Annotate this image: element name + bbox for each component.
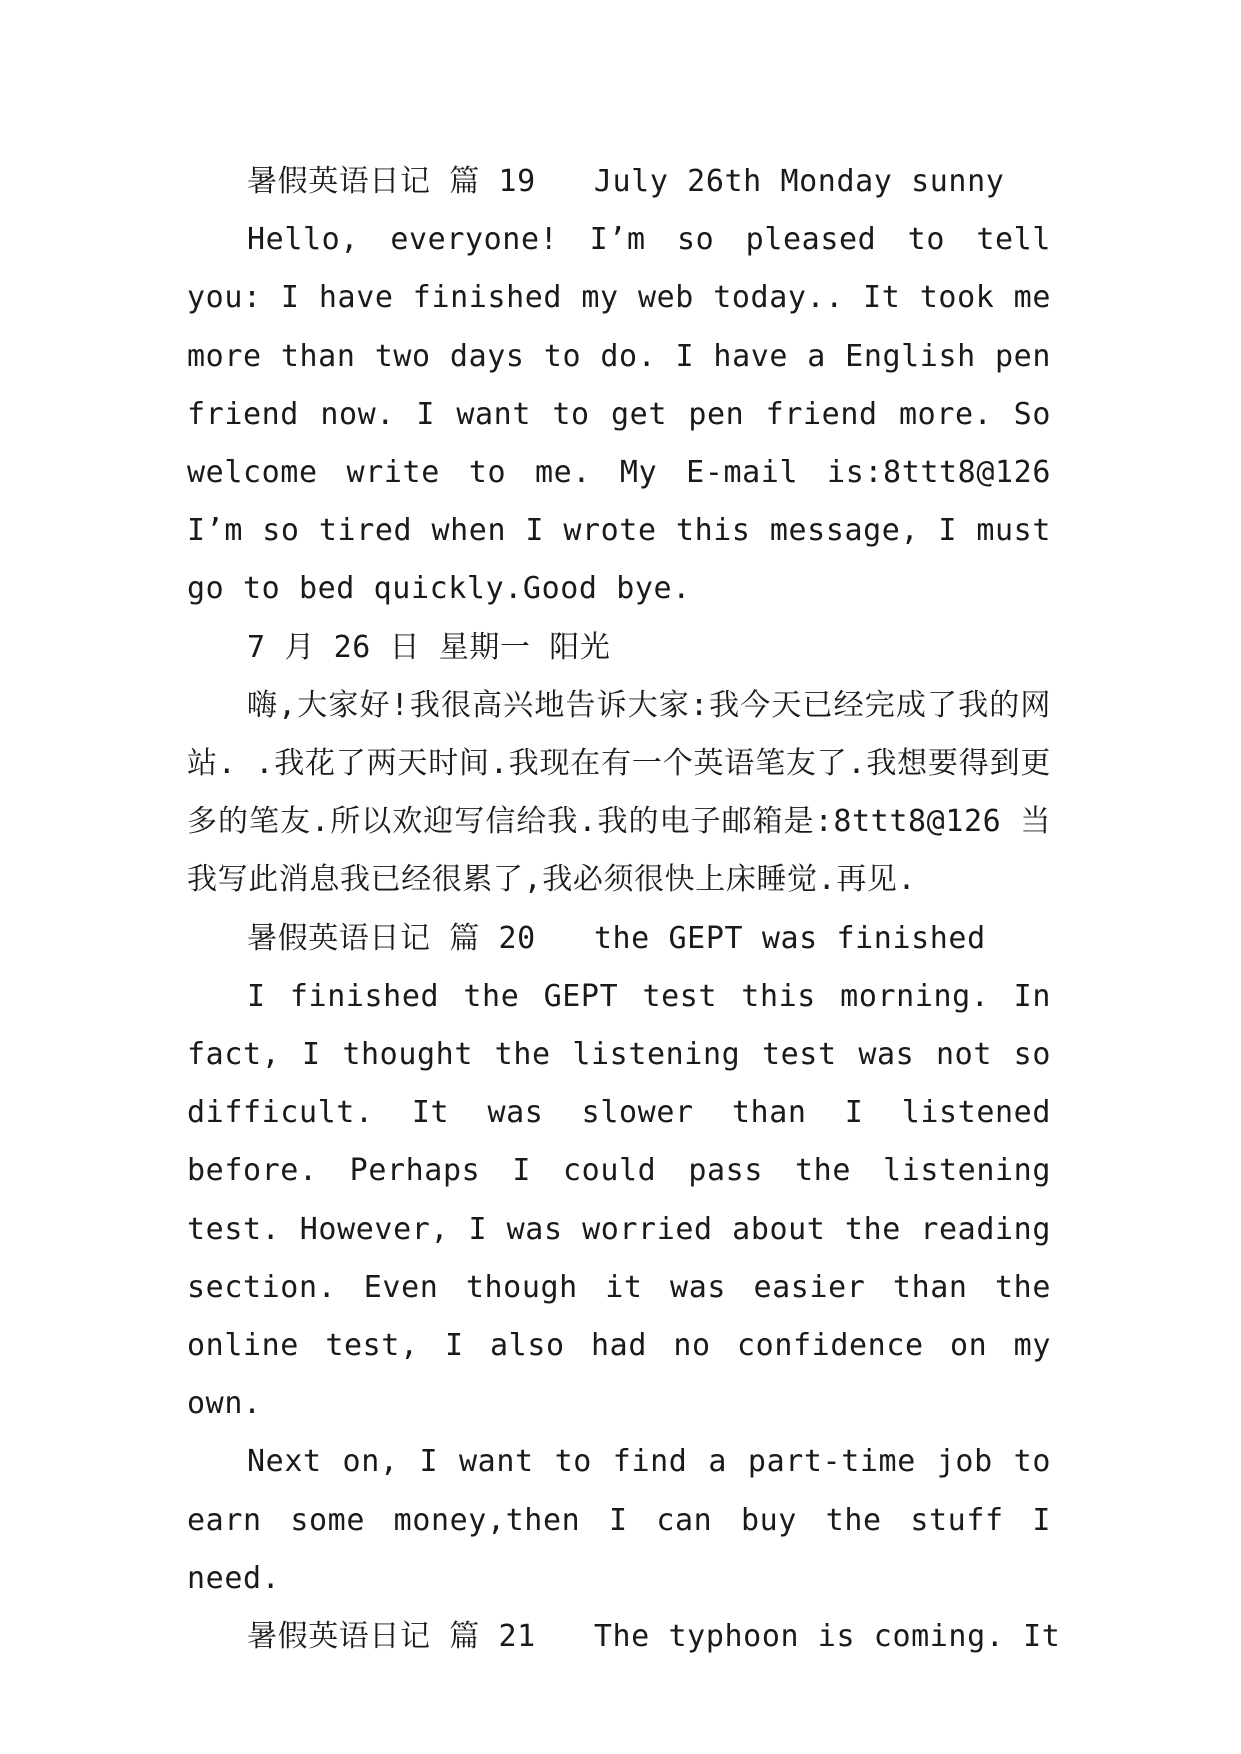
entry-subtitle: July 26th Monday sunny (593, 164, 1005, 199)
chinese-paragraph: 嗨,大家好!我很高兴地告诉大家:我今天已经完成了我的网站. .我花了两天时间.我现在有一个英语笔友了.我想要得到更多的笔友.所以欢迎写信给我.我的电子邮箱是:8ttt8@126 当我写此消息我已经很累了,我必须很快上床睡觉.再见. (187, 687, 1051, 898)
entry-heading-20 (187, 910, 1051, 968)
entry-subtitle: the GEPT was finished (593, 920, 986, 956)
english-paragraph: Hello, everyone! I’m so pleased to tell you: I have finished my web today.. It took me more than two days to do. I have a English pen friend now. I want to get pen friend more. So welcome write to me. My E-mail is:8ttt8@126 I’m so tired when I wrote this message, I must go to bed quickly.Good bye. (187, 222, 1051, 607)
entry-heading-21 (187, 1608, 1061, 1666)
page-content (187, 153, 1061, 1666)
body-paragraph: Next on, I want to find a part-time job to earn some money,then I can buy the stuff I need. (187, 1444, 1051, 1596)
body-paragraph: I finished the GEPT test this morning. In fact, I thought the listening test was not so difficult. It was slower than I listened before. Perhaps I could pass the listening test. However, I was worried about the reading section. Even though it was easier than the online test, I also had no confidence on my own. (187, 978, 1051, 1422)
entry-label: 暑假英语日记 篇 19 (247, 164, 536, 199)
date-line: 7 月 26 日 星期一 阳光 (247, 629, 611, 665)
entry-label: 暑假英语日记 篇 21 (247, 1619, 536, 1655)
entry-subtitle: The typhoon is coming. It (593, 1619, 1061, 1655)
entry-label: 暑假英语日记 篇 20 (247, 920, 536, 956)
entry-heading-19 (187, 153, 1051, 211)
